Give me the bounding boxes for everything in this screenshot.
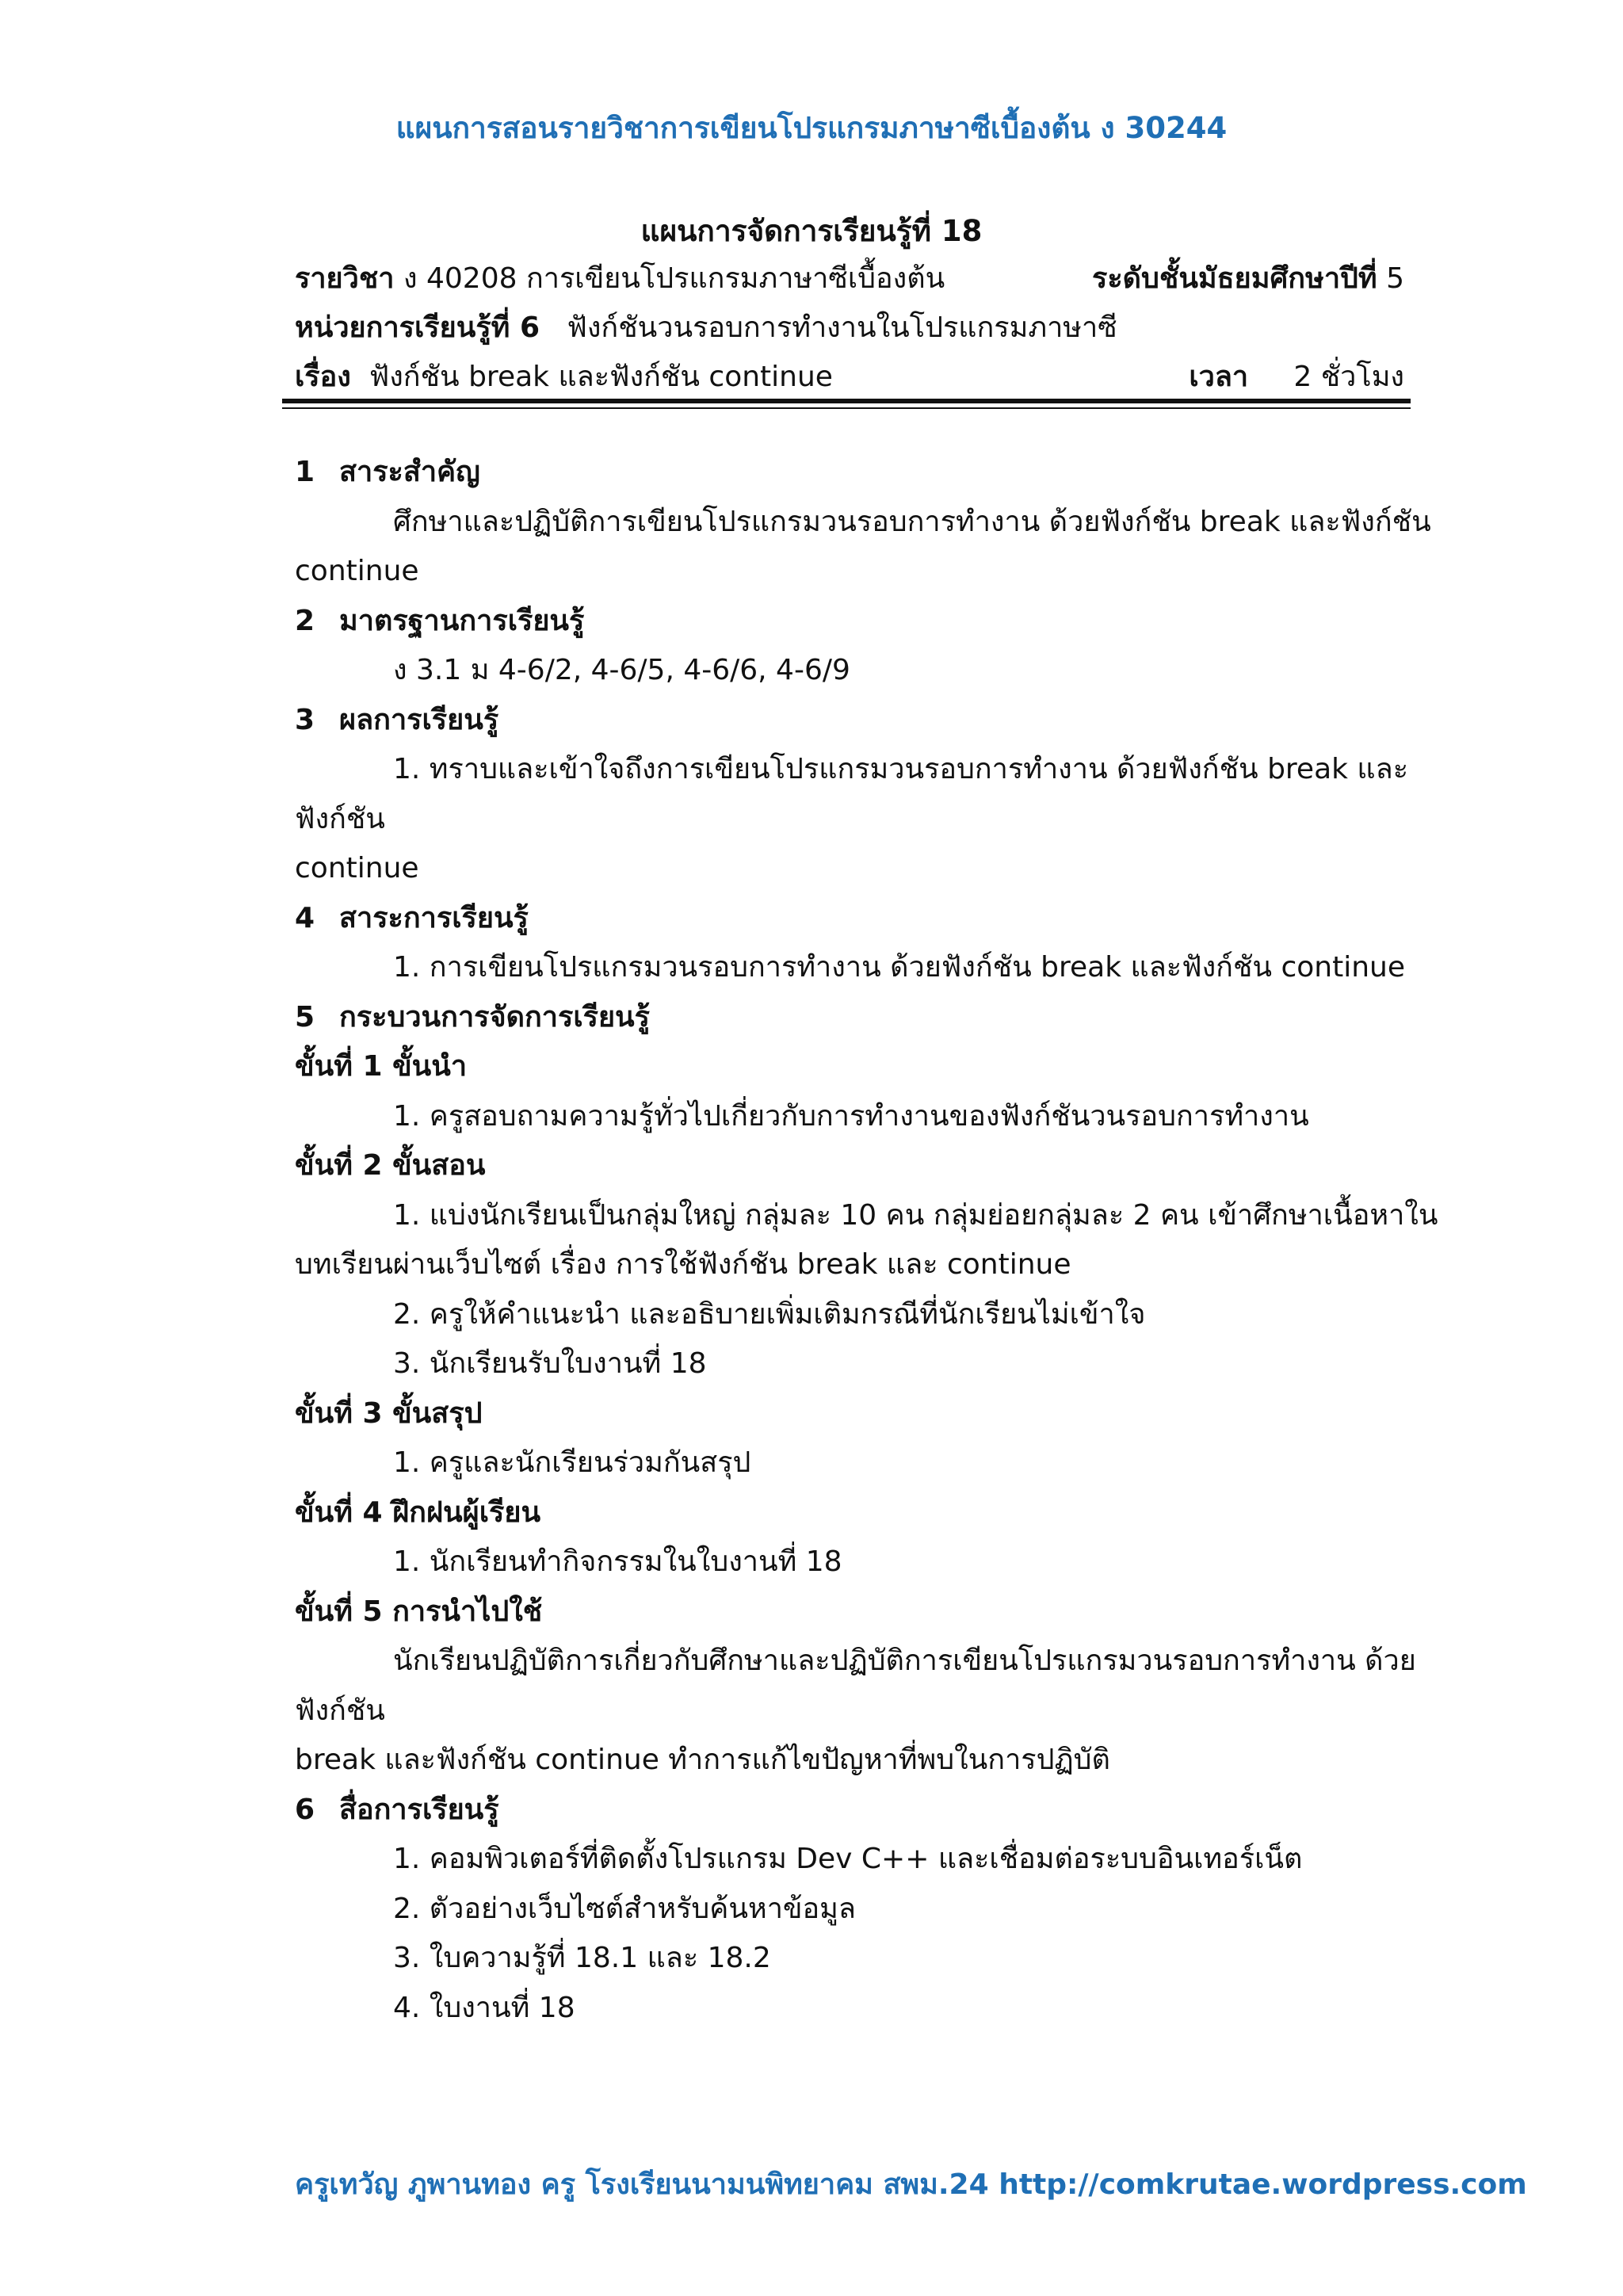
section-heading: 2 มาตรฐานการเรียนรู้ xyxy=(295,604,585,637)
time-info xyxy=(1189,353,1404,399)
step-item: 1. แบ่งนักเรียนเป็นกลุ่มใหญ่ กลุ่มละ 10 คน กลุ่มย่อยกลุ่มละ 2 คน เข้าศึกษาเนื้อหาใน xyxy=(393,1198,1438,1232)
step-item: 1. ครูและนักเรียนร่วมกันสรุป xyxy=(393,1446,751,1479)
time-label: เวลา xyxy=(1189,361,1249,393)
section-text: continue xyxy=(295,555,419,587)
section-text: ศึกษาและปฏิบัติการเขียนโปรแกรมวนรอบการทำงาน ด้วยฟังก์ชัน break และฟังก์ชัน xyxy=(393,505,1431,538)
topic-label: เรื่อง xyxy=(295,361,351,393)
subject-label: รายวิชา xyxy=(295,262,395,295)
section-text: continue xyxy=(295,852,419,884)
step-item: 1. ครูสอบถามความรู้ทั่วไปเกี่ยวกับการทำงานของฟังก์ชันวนรอบการทำงาน xyxy=(393,1099,1309,1133)
header-rule-thick xyxy=(282,399,1411,403)
section-text: 1. ทราบและเข้าใจถึงการเขียนโปรแกรมวนรอบการทำงาน ด้วยฟังก์ชัน break และฟังก์ชัน xyxy=(295,753,1409,835)
level-label: ระดับชั้นมัธยมศึกษาปีที่ xyxy=(1091,262,1377,295)
plan-body xyxy=(295,448,1452,2033)
subject-row xyxy=(295,255,1404,300)
level-value: 5 xyxy=(1386,262,1404,295)
topic-row xyxy=(295,353,1404,398)
media-item: 2. ตัวอย่างเว็บไซต์สำหรับค้นหาข้อมูล xyxy=(393,1892,856,1925)
step-heading: ขั้นที่ 1 ขั้นนำ xyxy=(295,1050,468,1083)
step-heading: ขั้นที่ 4 ฝึกฝนผู้เรียน xyxy=(295,1496,541,1529)
page-header: แผนการสอนรายวิชาการเขียนโปรแกรมภาษาซีเบื้องต้น ง 30244 xyxy=(395,111,1228,145)
step-item: 1. นักเรียนทำกิจกรรมในใบงานที่ 18 xyxy=(393,1545,842,1578)
topic-value: ฟังก์ชัน break และฟังก์ชัน continue xyxy=(369,361,833,393)
section-heading: 5 กระบวนการจัดการเรียนรู้ xyxy=(295,1000,650,1033)
media-item: 4. ใบงานที่ 18 xyxy=(393,1991,575,2024)
section-heading: 6 สื่อการเรียนรู้ xyxy=(295,1793,499,1826)
plan-title: แผนการจัดการเรียนรู้ที่ 18 xyxy=(640,214,983,248)
step-item: 2. ครูให้คำแนะนำ และอธิบายเพิ่มเติมกรณีที่นักเรียนไม่เข้าใจ xyxy=(393,1297,1146,1331)
section-text: 1. การเขียนโปรแกรมวนรอบการทำงาน ด้วยฟังก์ชัน break และฟังก์ชัน continue xyxy=(393,951,1405,984)
step-heading: ขั้นที่ 2 ขั้นสอน xyxy=(295,1149,486,1182)
unit-value: ฟังก์ชันวนรอบการทำงานในโปรแกรมภาษาซี xyxy=(567,311,1117,344)
step-heading: ขั้นที่ 5 การนำไปใช้ xyxy=(295,1595,543,1628)
subject-value: ง 40208 การเขียนโปรแกรมภาษาซีเบื้องต้น xyxy=(403,262,945,295)
unit-row xyxy=(295,304,1404,349)
step-item: 3. นักเรียนรับใบงานที่ 18 xyxy=(393,1347,707,1380)
section-text: ง 3.1 ม 4-6/2, 4-6/5, 4-6/6, 4-6/9 xyxy=(393,654,850,686)
time-value: 2 ชั่วโมง xyxy=(1293,361,1404,393)
media-item: 1. คอมพิวเตอร์ที่ติดตั้งโปรแกรม Dev C++ และเชื่อมต่อระบบอินเทอร์เน็ต xyxy=(393,1843,1303,1875)
page-footer: ครูเทวัญ ภูพานทอง ครู โรงเรียนนามนพิทยาคม สพม.24 http://comkrutae.wordpress.com xyxy=(295,2168,1527,2201)
header-rule-thin xyxy=(282,407,1411,409)
step-heading: ขั้นที่ 3 ขั้นสรุป xyxy=(295,1396,483,1430)
media-item: 3. ใบความรู้ที่ 18.1 และ 18.2 xyxy=(393,1942,771,1974)
level-info xyxy=(1092,255,1404,300)
unit-label: หน่วยการเรียนรู้ที่ 6 xyxy=(295,311,540,344)
section-heading: 3 ผลการเรียนรู้ xyxy=(295,703,499,736)
step-item: บทเรียนผ่านเว็บไซต์ เรื่อง การใช้ฟังก์ชัน break และ continue xyxy=(295,1248,1071,1281)
step-item: นักเรียนปฏิบัติการเกี่ยวกับศึกษาและปฏิบัติการเขียนโปรแกรมวนรอบการทำงาน ด้วยฟังก์ชัน xyxy=(295,1645,1416,1727)
section-heading: 4 สาระการเรียนรู้ xyxy=(295,901,529,934)
step-item: break และฟังก์ชัน continue ทำการแก้ไขปัญหาที่พบในการปฏิบัติ xyxy=(295,1744,1110,1776)
section-heading: 1 สาระสำคัญ xyxy=(295,456,480,488)
